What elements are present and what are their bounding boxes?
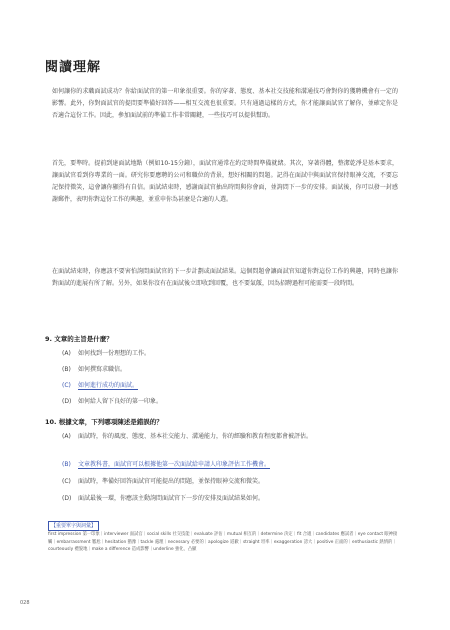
question-9-option-b [62,365,392,375]
question-10-option-b [62,460,398,470]
question-10-option-d [62,494,398,504]
vocabulary-tag: 【重要單字與詞彙】 [48,521,99,531]
option-label: (B) [62,366,71,373]
vocabulary-list: first impression 第一印象｜interviewer 面試官｜social skills 社交技能｜evaluate 評估｜mutual 相互的｜determine 決定｜fit 合適｜candidates 應試者｜eye contact 眼神接觸｜embarrassment 尷尬｜hesitation 猶豫｜tackle 處理｜necessary 必要的｜apologize 道歉｜straight 坦率｜exaggeration 誇大｜positive 正面的｜enthusiastic 熱情的｜courteously 禮貌地｜make a difference 造成影響｜underline 強化、凸顯 [48,532,398,552]
section-title: 閱讀理解 [45,60,102,75]
question-9-option-d [62,397,392,407]
option-label: (C) [62,478,71,485]
option-text: 面試最後一環，你應該主動詢問面試官下一步的安排及面試結果如何。 [78,495,265,502]
page-number: 028 [20,600,30,606]
option-text: 如何給人留下良好的第一印象。 [78,398,163,405]
passage-paragraph-3: 在面試結束時，你應該不要害怕詢問面試官的下一步計劃或面試結果。這個問題會讓面試官知道你對這份工作的興趣，同時也讓你對面試的進展有所了解。另外，如果你沒有在面試後立即收到回覆，也不要氣餒，因為招聘過程可能需要一段時間。 [52,268,398,287]
option-text-highlighted: 如何進行成功的面試。 [78,382,139,389]
question-9-option-c [62,381,392,391]
option-label: (C) [62,382,71,389]
option-text: 面試時，你的風度、態度、基本社交能力、溝通能力，你的經驗和教育程度都會被評估。 [78,433,313,440]
option-text-highlighted: 文章教科書，面試官可以根據他第一次面試給申請人印象評估工作機會。 [78,461,271,468]
question-9-prompt: 9. 文章的主旨是什麼？ [45,335,113,343]
option-label: (B) [62,461,71,468]
passage-paragraph-1: 如何讓你的求職面試成功？你給面試官的第一印象很重要。你的穿著、態度、基本社交技能和溝通技巧會對你的獲聘機會有一定的影響。此外，你對面試官的提問要準備好回答——相互交流也很重要。只有通過這樣的方式，你才能讓面試官了解你，並確定你是否適合這份工作。因此，參加面試前的準備工作非常關鍵，一些技巧可以提供幫助。 [52,88,398,119]
question-10-prompt: 10. 根據文章，下列哪項陳述是錯誤的？ [45,418,163,426]
question-10-option-c [62,477,398,487]
option-text: 如何撰寫求職信。 [78,366,127,373]
option-label: (A) [62,350,71,357]
option-text: 面試時，準備好回答面試官可能提出的問題，並保持眼神交流和微笑。 [78,478,265,485]
question-9-option-a [62,349,392,359]
option-text: 如何找到一份理想的工作。 [78,350,151,357]
question-10-option-a [62,432,398,442]
option-label: (A) [62,433,71,440]
option-label: (D) [62,398,72,405]
passage-paragraph-2: 首先，要準時。提前到達面試地點（例如10-15分鐘），面試官通常在約定時間準備就緒。其次，穿著得體，整潔乾淨是基本要求，讓面試官看到你專業的一面。研究你要應聘的公司和職位的背景，想好相關的問題。記得在面試中與面試官保持眼神交流，不要忘記保持微笑，這會讓你顯得有自信。面試結束時，感謝面試官抽出時間與你會面，並詢問下一步的安排。面試後，你可以發一封感謝郵件，表明你對這份工作的興趣，並重申你為甚麼是合適的人選。 [52,160,398,203]
option-label: (D) [62,495,72,502]
